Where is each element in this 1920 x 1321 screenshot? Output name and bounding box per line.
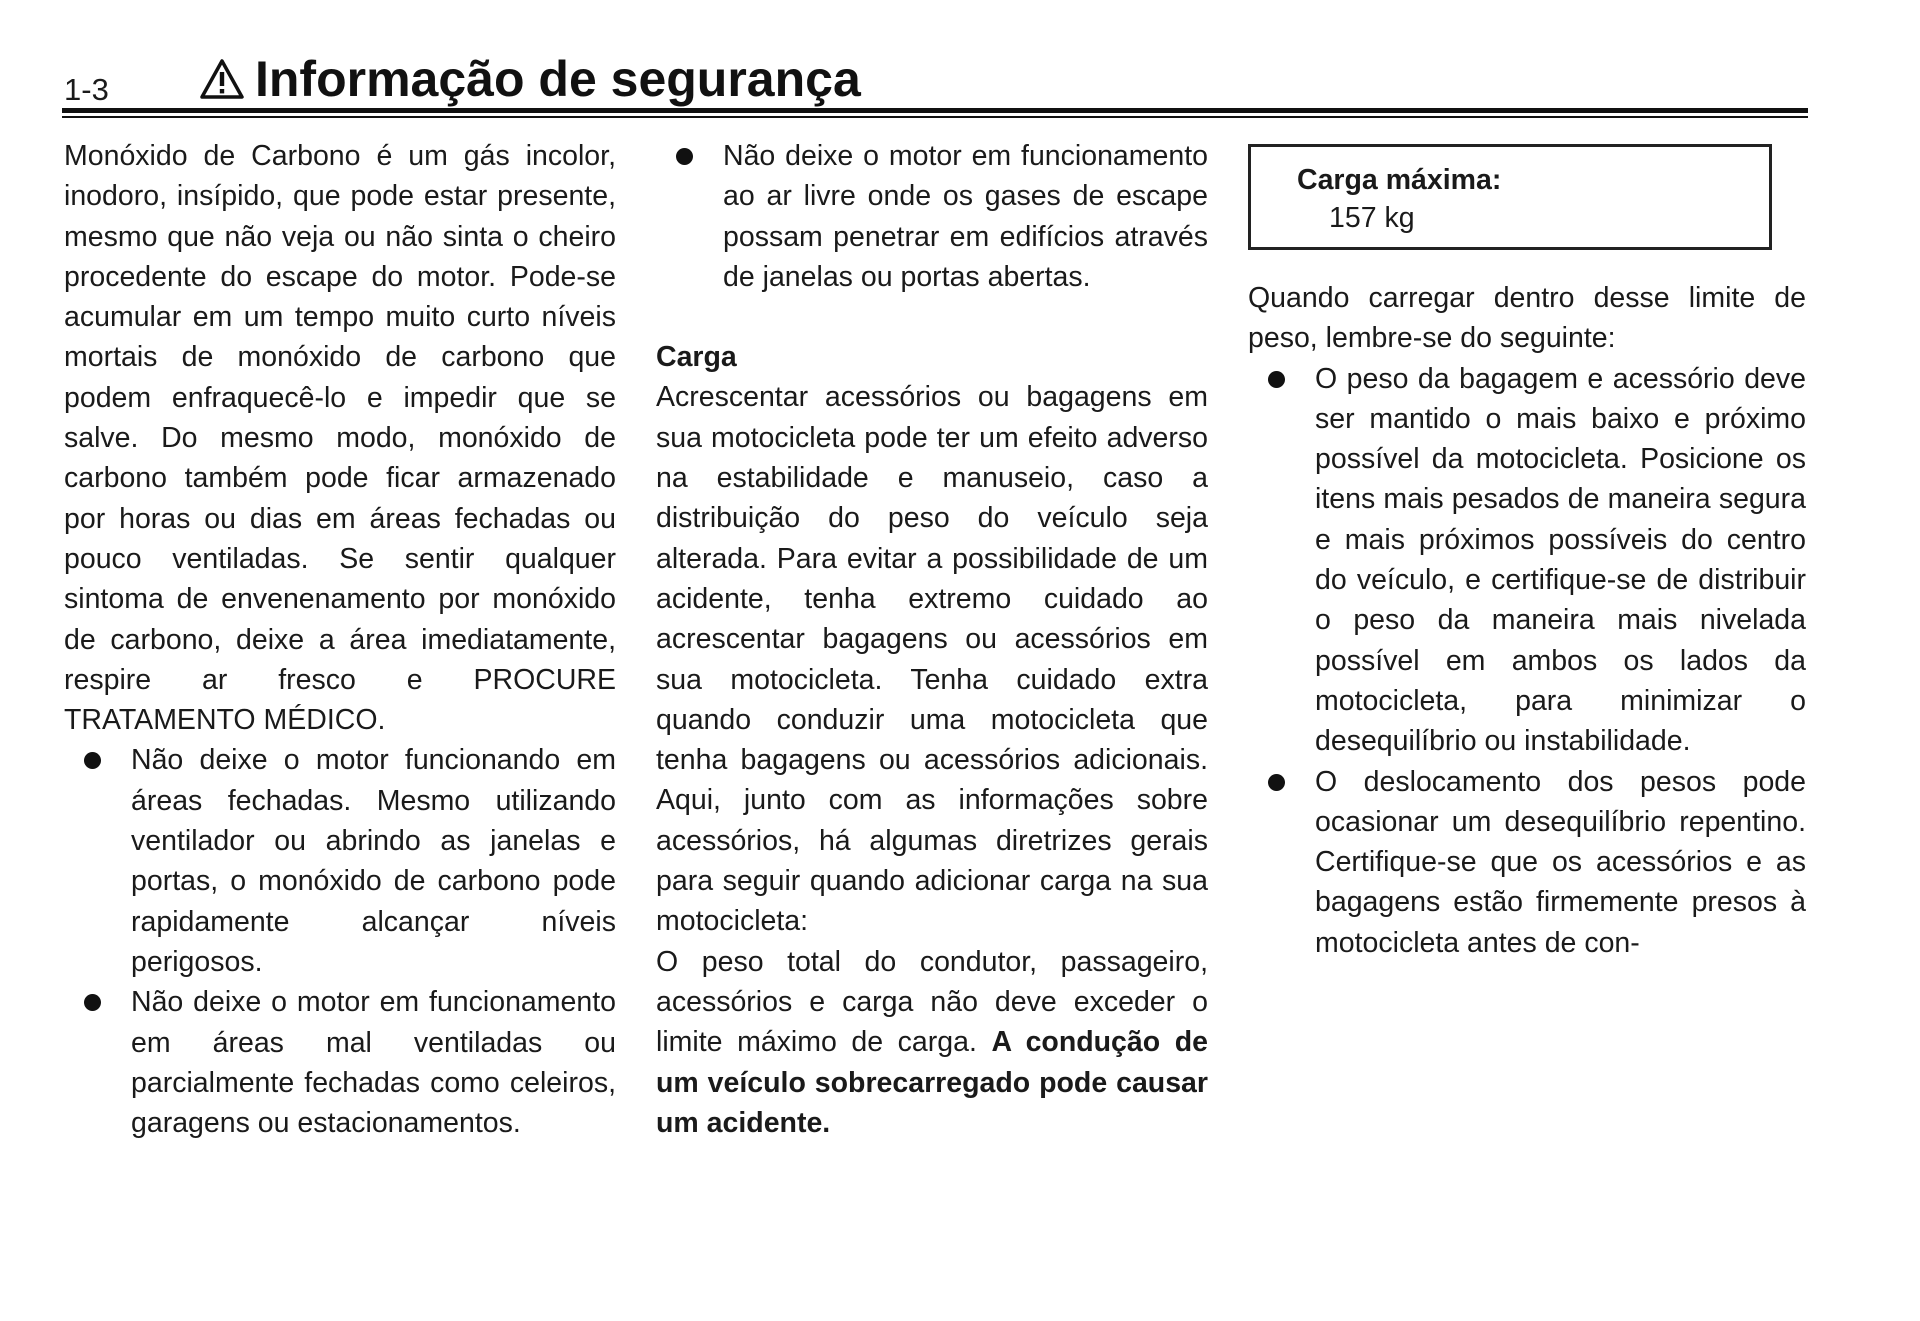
list-item [656,136,1208,297]
bullet-icon [1268,774,1285,791]
section-heading-carga: Carga [656,341,737,374]
title-wrap [199,48,861,110]
carga-paragraph: Acrescentar acessórios ou bagagens em sua motocicleta pode ter um efeito adverso na estabilidade e manuseio, caso a distribuição do peso do veículo seja alterada. Para evitar a possibilidade de um acidente, tenha extremo cuidado ao acrescentar bagagens ou acessórios em sua motocicleta. Tenha cuidado extra quando conduzir uma motocicleta que tenha bagagens ou acessórios adicionais. Aqui, junto com as informações sobre acessórios, há algumas diretrizes gerais para seguir quando adicionar carga na sua motocicleta: [656,381,1208,938]
list-item [1248,762,1806,963]
load-intro-paragraph: Quando carregar dentro desse limite de peso, lembre-se do seguinte: [1248,282,1806,355]
column-left [64,136,616,1143]
bullet-icon [84,752,101,769]
max-load-spec-box [1248,144,1772,250]
max-load-text: O peso total do condutor, passageiro, acessórios e carga não deve exceder o limite máximo de carga. [656,945,1208,1059]
spec-label: Carga máxima: [1297,164,1502,196]
max-load-paragraph [656,942,1208,1143]
page-title: Informação de segurança [255,51,861,107]
spec-value: 157 kg [1329,202,1415,234]
header-rule [62,108,1808,113]
list-item-text: O deslocamento dos pesos pode ocasionar um desequilíbrio repentino. Certifique-se que os acessórios e as bagagens estão firmemente presos à motocicleta antes de con- [1315,765,1806,959]
header-rule-thin [62,116,1808,118]
warning-triangle-icon [199,58,245,100]
list-item-text: O peso da bagagem e acessório deve ser mantido o mais baixo e próximo possível da motocicleta. Posicione os itens mais pesados de maneira segura e mais próximos possíveis do centro do veículo, e certifique-se de distribuir o peso da maneira mais nivelada possível em ambos os lados da motocicleta, para minimizar o desequilíbrio ou instabilidade. [1315,362,1806,758]
column-middle [656,136,1208,1143]
column-right [1248,144,1806,963]
bullet-icon [84,994,101,1011]
list-item [64,982,616,1143]
page-header [64,48,1808,110]
bullet-icon [1268,371,1285,388]
list-item [64,740,616,982]
list-item [1248,359,1806,762]
overload-warning-text: A condução de um veículo sobrecarregado pode causar um acidente. [656,1026,1208,1139]
page-number: 1-3 [64,72,109,107]
list-item-text: Não deixe o motor funcionando em áreas fechadas. Mesmo utilizando ventilador ou abrindo as janelas e portas, o monóxido de carbono pode rapidamente alcançar níveis perigosos. [131,744,616,978]
list-item-text: Não deixe o motor em funcionamento em áreas mal ventiladas ou parcialmente fechadas como celeiros, garagens ou estacionamentos. [131,986,616,1140]
list-item-text: Não deixe o motor em funcionamento ao ar livre onde os gases de escape possam penetrar em edifícios através de janelas ou portas abertas. [723,140,1208,293]
bullet-icon [676,148,693,165]
co-intro-paragraph: Monóxido de Carbono é um gás incolor, inodoro, insípido, que pode estar presente, mesmo que não veja ou não sinta o cheiro procedente do escape do motor. Pode-se acumular em um tempo muito curto níveis mortais de monóxido de carbono que podem enfraquecê-lo e impedir que se salve. Do mesmo modo, monóxido de carbono também pode ficar armazenado por horas ou dias em áreas fechadas ou pouco ventiladas. Se sentir qualquer sintoma de envenenamento por monóxido de carbono, deixe a área imediatamente, respire ar fresco e PROCURE TRATAMENTO MÉDICO. [64,140,616,737]
